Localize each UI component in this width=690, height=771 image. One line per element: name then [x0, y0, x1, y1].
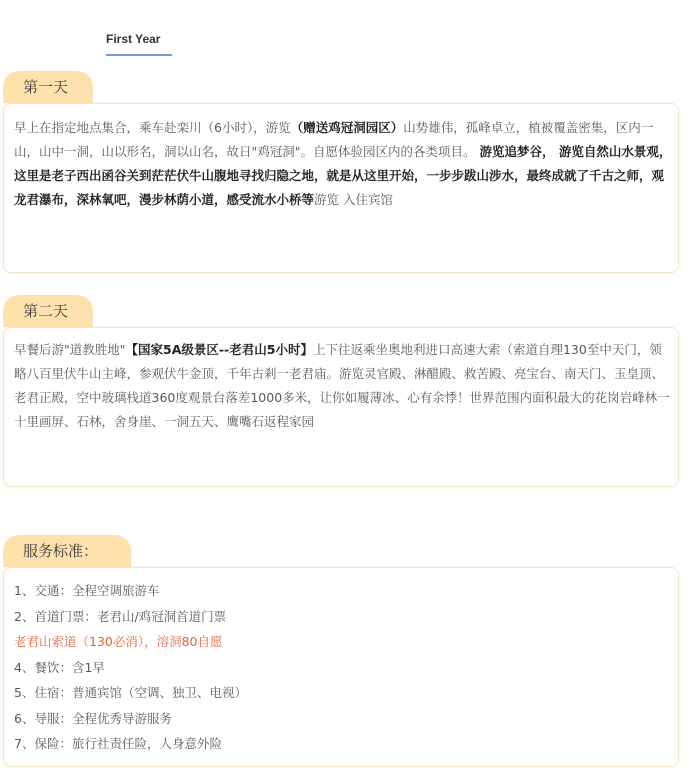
service-item-insurance: 7、保险：旅行社责任险，人身意外险 — [14, 736, 222, 751]
day2-card — [3, 327, 679, 487]
service-item-cableway-note: 老君山索道（130必消），溶洞80自愿 — [14, 634, 223, 649]
service-item-tickets: 2、首道门票：老君山/鸡冠洞首道门票 — [14, 608, 227, 624]
service-item-transport: 1、交通：全程空调旅游车 — [14, 583, 160, 598]
service-list — [14, 578, 672, 757]
day1-highlight-dream-valley: 游览追梦谷， 游览自然山水景观，这里是老子西出函谷关到茫茫伏牛山腹地寻找归隐之地，就是从这里开始，一步步跋山涉水，最终成就了千古之师，观龙君瀑布，深林氧吧，漫步林荫小道，感受流水小桥等 — [14, 144, 672, 207]
day1-card — [3, 103, 679, 273]
day1-highlight-gift: （赠送鸡冠洞园区） — [290, 120, 404, 135]
day1-text-3: 游览 入住宾馆 — [314, 192, 393, 207]
day1-text-2: 山势雄伟，孤峰卓立，植被覆盖密集，区内一山，山中一洞，山以形名，洞以山名，故日"鸡冠洞"。自愿体验园区内的各类项目。 — [14, 120, 654, 159]
day1-tag: 第一天 — [3, 71, 93, 103]
day1-text-1: 早上在指定地点集合，乘车赴栾川（6小时），游览 — [14, 120, 291, 135]
day2-text-1: 早餐后游"道教胜地" — [14, 342, 126, 357]
service-item-lodging: 5、住宿：普通宾馆（空调、独卫、电视） — [14, 685, 247, 700]
page-title: First Year — [106, 32, 161, 46]
day2-text-2: 上下往返乘坐奥地利进口高速大索（索道自理130至中天门，领略八百里伏牛山主峰，参观伏牛金顶，千年古剎一老君庙。游览灵官殿、淋醋殿、救苦殿、亮宝台、南天门、玉皇顶、老君正殿，空中玻璃栈道360度观景台落差1000多米，让你如履薄冰、心有余悸！世界范围内面积最大的花岗岩峰林一十里画屏、石林，舍身崖、一洞五天、鹰嘴石返程家园 — [14, 342, 670, 429]
day2-description — [14, 338, 672, 434]
service-tag: 服务标准： — [3, 535, 131, 567]
title-underline — [106, 54, 172, 56]
page-header — [106, 32, 172, 56]
day2-highlight-laojun: 【国家5A级景区--老君山5小时】 — [125, 342, 313, 357]
service-item-guide: 6、导服：全程优秀导游服务 — [14, 710, 172, 726]
service-card — [3, 567, 679, 767]
day1-description — [14, 116, 672, 212]
day2-tag: 第二天 — [3, 295, 93, 327]
service-item-meals: 4、餐饮：含1早 — [14, 659, 105, 675]
